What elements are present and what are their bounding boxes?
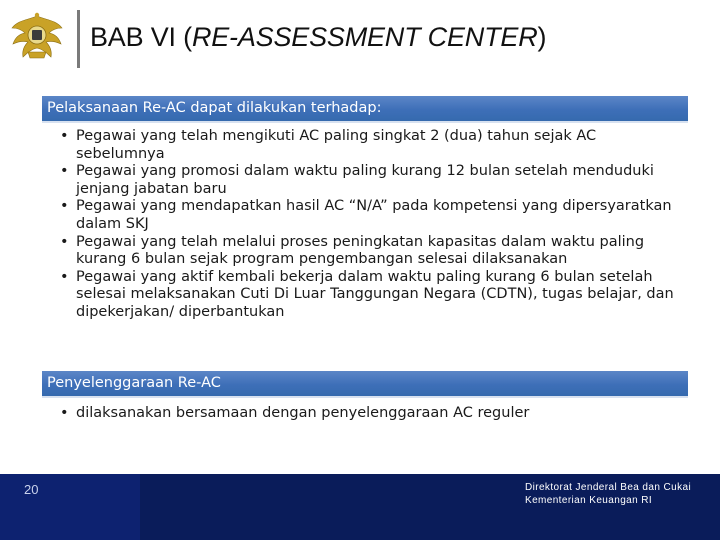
list-item: • dilaksanakan bersamaan dengan penyelenggaraan AC reguler [60,405,530,421]
section-header-penyelenggaraan: Penyelenggaraan Re-AC [42,371,688,398]
bullet-list-penyelenggaraan [60,405,690,423]
list-item: • Pegawai yang mendapatkan hasil AC “N/A” pada kompetensi yang dipersyaratkan dalam SKJ [60,198,672,232]
footer-organization [525,481,691,507]
footer-left-panel [0,474,140,540]
section-header-pelaksanaan: Pelaksanaan Re-AC dapat dilakukan terhadap: [42,96,688,123]
page-number: 20 [24,482,39,497]
list-item: • Pegawai yang telah melalui proses peningkatan kapasitas dalam waktu paling kurang 6 bulan sejak program pengembangan selesai dilaksanakan [60,233,645,268]
list-item: • Pegawai yang telah mengikuti AC paling singkat 2 (dua) tahun sejak AC sebelumnya [60,128,597,162]
customs-emblem-icon [8,8,66,66]
list-item: • Pegawai yang aktif kembali bekerja dalam waktu paling kurang 6 bulan setelah selesai melaksanakan Cuti Di Luar Tanggungan Negara (CDTN), tugas belajar, dan dipekerjakan/ diperbantukan [60,268,674,320]
title-divider [77,10,80,68]
bullet-list-pelaksanaan [60,128,680,322]
list-item: • Pegawai yang promosi dalam waktu paling kurang 12 bulan setelah menduduki jenjang jabatan baru [60,163,654,197]
footer-org-line1: Direktorat Jenderal Bea dan Cukai [525,482,692,493]
footer-org-line2: Kementerian Keuangan RI [525,495,653,506]
page-title: BAB VI (RE-ASSESSMENT CENTER) [90,22,547,52]
section-body-pelaksanaan [40,124,700,372]
